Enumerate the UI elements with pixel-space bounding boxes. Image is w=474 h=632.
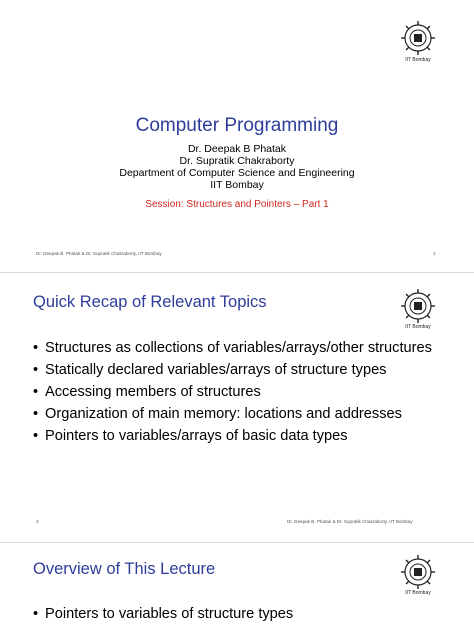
bullet-symbol: • xyxy=(33,384,39,400)
slide-heading: Overview of This Lecture xyxy=(33,560,216,578)
author-line-2: Dr. Supratik Chakraborty xyxy=(179,155,295,167)
bullet-symbol: • xyxy=(33,340,39,356)
institute-line: IIT Bombay xyxy=(210,179,264,191)
page-number: 1 xyxy=(433,251,436,256)
bullet-text: Accessing members of structures xyxy=(45,384,261,400)
slide-divider xyxy=(0,272,474,273)
bullet-symbol: • xyxy=(33,428,39,444)
bullet-text: Statically declared variables/arrays of structure types xyxy=(45,362,387,378)
slide-heading: Quick Recap of Relevant Topics xyxy=(33,293,267,311)
logo-caption: IIT Bombay xyxy=(405,324,431,330)
bullet-item xyxy=(33,384,443,401)
iit-bombay-logo-icon xyxy=(398,552,438,592)
bullet-symbol: • xyxy=(33,606,39,622)
slide-3 xyxy=(0,546,474,632)
bullet-list xyxy=(33,606,443,628)
slide-1 xyxy=(0,0,474,268)
bullet-symbol: • xyxy=(33,362,39,378)
bullet-text: Pointers to variables/arrays of basic data types xyxy=(45,428,348,444)
logo-caption: IIT Bombay xyxy=(405,57,431,63)
bullet-list xyxy=(33,340,443,450)
bullet-item xyxy=(33,362,443,379)
presentation-title: Computer Programming xyxy=(135,115,339,136)
footer-authors: Dr. Deepak B. Phatak & Dr. Supratik Chakraborty, IIT Bombay xyxy=(36,251,162,256)
footer-authors: Dr. Deepak B. Phatak & Dr. Supratik Chakraborty, IIT Bombay xyxy=(287,519,413,524)
bullet-text: Pointers to variables of structure types xyxy=(45,606,294,622)
bullet-text: Structures as collections of variables/arrays/other structures xyxy=(45,340,432,356)
iit-bombay-logo-icon xyxy=(398,18,438,58)
slide-2 xyxy=(0,276,474,540)
page-number: 2 xyxy=(36,519,39,524)
bullet-item xyxy=(33,406,443,423)
logo-caption: IIT Bombay xyxy=(405,590,431,596)
bullet-symbol: • xyxy=(33,406,39,422)
department-line: Department of Computer Science and Engineering xyxy=(119,167,355,179)
iit-bombay-logo-icon xyxy=(398,286,438,326)
bullet-item xyxy=(33,340,443,357)
bullet-item xyxy=(33,428,443,445)
slide-divider xyxy=(0,542,474,543)
author-line-1: Dr. Deepak B Phatak xyxy=(187,143,287,155)
session-title: Session: Structures and Pointers – Part 1 xyxy=(145,199,329,210)
bullet-text: Organization of main memory: locations and addresses xyxy=(45,406,402,422)
bullet-item xyxy=(33,606,443,623)
